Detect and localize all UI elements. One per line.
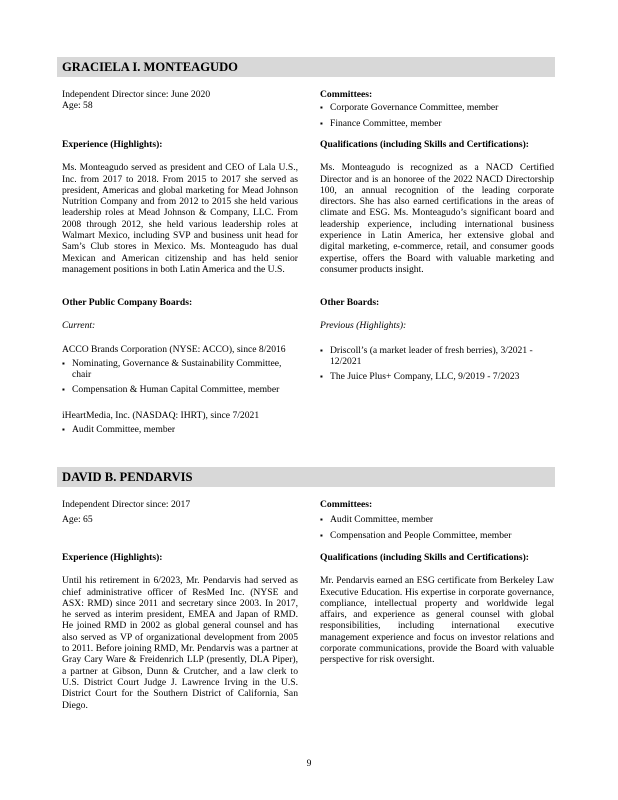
director-age: Age: 65 bbox=[62, 514, 93, 526]
director-name-banner: GRACIELA I. MONTEAGUDO bbox=[57, 57, 555, 77]
experience-text: Ms. Monteagudo served as president and CEO of Lala U.S., Inc. from 2017 to 2018. From 2015 to 2017 she served as president, Americas and global marketing for Mead Johnson Nutrition Company and from 2012 to 2015 she held various leadership roles at Mead Johnson & Company, LLC. From 2008 through 2012, she held various leadership roles at Walmart Mexico, including SVP and business unit head for Sam’s Club stores in Mexico. Ms. Monteagudo has dual Mexican and American citizenship and has held senior management positions in both Latin America and the U.S. bbox=[62, 162, 298, 275]
committees-heading: Committees: bbox=[320, 89, 373, 100]
board-role-item: ▪ Audit Committee, member bbox=[62, 424, 298, 435]
qualifications-text: Mr. Pendarvis earned an ESG certificate from Berkeley Law Executive Education. His expertise in corporate governance, compliance, intellectual property and worldwide legal affairs, and experience as general counsel with global responsibilities, including international executive management experience and focus on investor relations and corporate communications, provide the Board with valuable perspective for risk oversight. bbox=[320, 575, 554, 666]
director-name-banner: DAVID B. PENDARVIS bbox=[57, 467, 555, 487]
board-company: iHeartMedia, Inc. (NASDAQ: IHRT), since 7/2021 bbox=[62, 409, 260, 421]
board-company: ACCO Brands Corporation (NYSE: ACCO), since 8/2016 bbox=[62, 343, 286, 355]
director-info bbox=[62, 499, 298, 526]
experience-heading: Experience (Highlights): bbox=[62, 139, 163, 150]
other-boards-list bbox=[320, 345, 554, 383]
page-number: 9 bbox=[306, 758, 312, 769]
public-boards-section bbox=[62, 297, 298, 439]
other-board-item: ▪ Driscoll’s (a market leader of fresh berries), 3/2021 - 12/2021 bbox=[320, 345, 554, 368]
committee-item: ▪ Audit Committee, member bbox=[320, 514, 554, 525]
committees-list bbox=[320, 102, 554, 129]
board-roles-list bbox=[62, 358, 298, 396]
experience-text: Until his retirement in 6/2023, Mr. Pendarvis had served as chief administrative officer of ResMed Inc. (NYSE and ASX: RMD) since 2011 and secretary since 2003. In 2017, he served as interim president, EMEA and Japan of RMD. He joined RMD in 2002 as global general counsel and has also served as VP of organizational development from 2005 to 2011. Before joining RMD, Mr. Pendarvis was a partner at Gray Cary Ware & Freidenrich LLP (presently, DLA Piper), a partner at Gibson, Dunn & Crutcher, and a law clerk to U.S. District Court Judge J. Lawrence Irving in the U.S. District Court for the Southern District of California, San Diego. bbox=[62, 575, 298, 711]
qualifications-section bbox=[320, 552, 554, 666]
other-boards-subheading: Previous (Highlights): bbox=[320, 320, 407, 332]
experience-section bbox=[62, 552, 298, 711]
committee-item: ▪ Compensation and People Committee, member bbox=[320, 530, 554, 541]
other-boards-section bbox=[320, 297, 554, 386]
director-info bbox=[62, 89, 298, 112]
director-since: Independent Director since: June 2020 bbox=[62, 89, 211, 100]
director-since: Independent Director since: 2017 bbox=[62, 499, 191, 510]
committees-section bbox=[320, 499, 554, 545]
other-board-item: ▪ The Juice Plus+ Company, LLC, 9/2019 - 7/2023 bbox=[320, 371, 554, 382]
qualifications-section bbox=[320, 139, 554, 275]
experience-heading: Experience (Highlights): bbox=[62, 552, 163, 563]
public-boards-heading: Other Public Company Boards: bbox=[62, 297, 193, 308]
committees-section bbox=[320, 89, 554, 133]
qualifications-heading: Qualifications (including Skills and Certifications): bbox=[320, 139, 529, 150]
board-roles-list bbox=[62, 424, 298, 435]
committees-heading: Committees: bbox=[320, 499, 373, 510]
other-boards-heading: Other Boards: bbox=[320, 297, 380, 308]
committees-list bbox=[320, 514, 554, 541]
qualifications-heading: Qualifications (including Skills and Certifications): bbox=[320, 552, 529, 563]
qualifications-text: Ms. Monteagudo is recognized as a NACD Certified Director and is an honoree of the 2022 NACD Directorship 100, an annual recognition of the leading corporate directors. She has also earned certifications in the areas of climate and ESG. Ms. Monteagudo’s significant board and leadership experience, including international business experience in Latin America, her extensive global and digital marketing, e-commerce, retail, and consumer goods expertise, offers the Board with valuable marketing and consumer products insight. bbox=[320, 162, 554, 275]
director-age: Age: 58 bbox=[62, 100, 93, 112]
board-role-item: ▪ Nominating, Governance & Sustainability Committee, chair bbox=[62, 358, 298, 381]
board-role-item: ▪ Compensation & Human Capital Committee, member bbox=[62, 384, 298, 395]
public-boards-subheading: Current: bbox=[62, 320, 96, 332]
experience-section bbox=[62, 139, 298, 275]
committee-item: ▪ Finance Committee, member bbox=[320, 118, 554, 129]
committee-item: ▪ Corporate Governance Committee, member bbox=[320, 102, 554, 113]
